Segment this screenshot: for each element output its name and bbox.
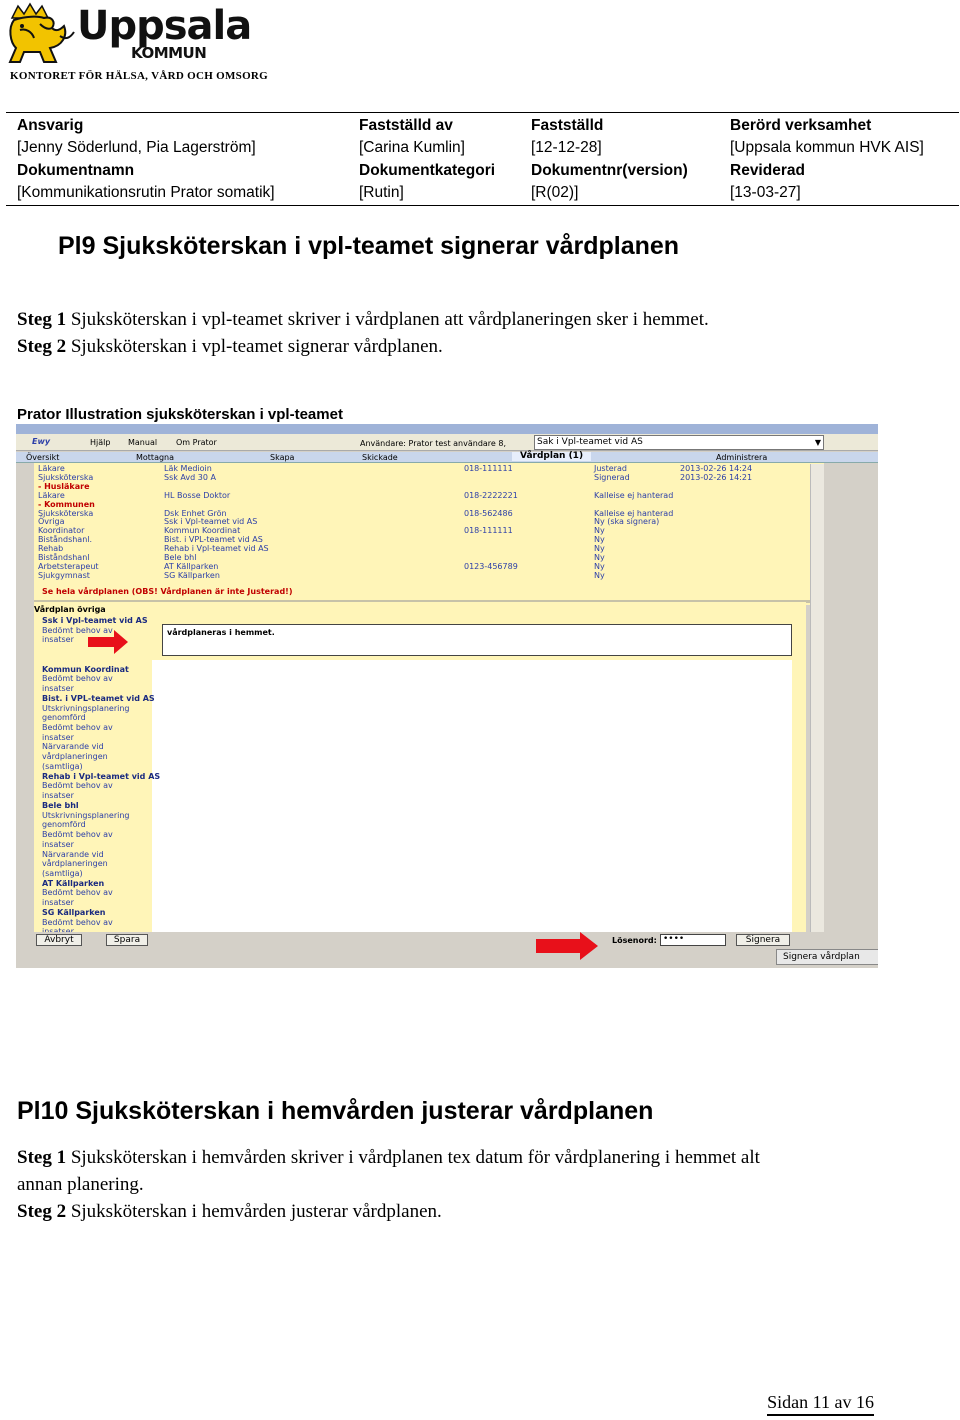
vardplan-text-field[interactable] — [152, 846, 792, 863]
vardplan-label: SG Källparken — [42, 907, 106, 917]
red-arrow-icon — [536, 932, 598, 960]
hdr-label-faststalld-av: Fastställd av — [359, 117, 453, 134]
pl10-step1 — [17, 1146, 760, 1170]
vardplan-label: insatser — [42, 898, 74, 908]
vardplan-text-field[interactable] — [152, 722, 792, 739]
pl9-step1-text: Sjuksköterskan i vpl-teamet skriver i vårdplanen att vårdplaneringen sker i hemmet. — [66, 309, 709, 330]
tab-skickade[interactable]: Skickade — [362, 453, 398, 462]
hdr-label-reviderad: Reviderad — [730, 162, 805, 179]
participant-cell-d: Ny — [594, 553, 605, 562]
pl9-heading: Pl9 Sjuksköterskan i vpl-teamet signerar vårdplanen — [58, 232, 680, 260]
tab-skapa[interactable]: Skapa — [270, 453, 295, 462]
vardplan-text-field[interactable] — [152, 908, 792, 925]
vardplan-label: (samtliga) — [42, 761, 83, 771]
signera-vardplan-label: Signera vårdplan — [783, 952, 860, 962]
hdr-value-faststalld: [12-12-28] — [531, 139, 602, 156]
vardplan-textbox[interactable] — [162, 624, 792, 656]
vardplan-text-field[interactable] — [152, 800, 792, 817]
hdr-label-berord: Berörd verksamhet — [730, 117, 872, 134]
participant-cell-b: Kommun Koordinat — [164, 526, 241, 536]
vardplan-label: Kommun Koordinat — [42, 664, 129, 674]
participant-cell-b: SG Källparken — [164, 570, 220, 580]
vardplan-label: Bedömt behov av — [42, 723, 113, 733]
chevron-down-icon: ▼ — [814, 438, 821, 447]
page-number: Sidan 11 av 16 — [767, 1392, 874, 1416]
participant-cell-e: 2013-02-26 14:21 — [680, 472, 753, 482]
participant-cell-a: Arbetsterapeut — [38, 561, 99, 571]
participant-cell-d: Justerad — [594, 464, 627, 473]
losenord-label: Lösenord: — [612, 936, 657, 945]
vardplan-text-field[interactable] — [152, 784, 792, 801]
pl10-heading: Pl10 Sjuksköterskan i hemvården justerar vårdplanen — [17, 1097, 654, 1125]
pl10-step1-text: Sjuksköterskan i hemvården skriver i vårdplanen tex datum för vårdplanering i hemmet alt — [66, 1147, 760, 1168]
participant-cell-a: Koordinator — [38, 526, 85, 536]
vardplan-label: vårdplaneringen — [42, 859, 108, 869]
tab-mottagna[interactable]: Mottagna — [136, 453, 175, 462]
pl10-step2-label: Steg 2 — [17, 1201, 67, 1222]
vardplan-label: Bedömt behov av — [42, 781, 113, 791]
warning-link[interactable]: Se hela vårdplanen (OBS! Vårdplanen är inte Justerad!) — [42, 587, 293, 596]
scrollbar[interactable] — [810, 464, 825, 934]
participant-cell-d: Ny (ska signera) — [594, 517, 660, 527]
pl9-step2-text: Sjuksköterskan i vpl-teamet signerar vårdplanen. — [66, 336, 443, 357]
password-input[interactable] — [660, 934, 726, 946]
participant-cell-c: 0123-456789 — [464, 561, 518, 571]
participant-cell-a: Övriga — [38, 517, 65, 527]
participant-cell-b: HL Bosse Doktor — [164, 490, 231, 500]
vardplan-label: Närvarande vid — [42, 849, 104, 859]
vardplan-label: genomförd — [42, 713, 86, 723]
vardplan-label: vårdplaneringen — [42, 752, 108, 762]
participant-cell-c: 018-111111 — [464, 464, 513, 473]
vardplan-label: insatser — [42, 791, 74, 801]
hdr-value-dokumentnamn: [Kommunikationsrutin Prator somatik] — [17, 184, 275, 201]
vardplan-text-field[interactable] — [152, 862, 792, 879]
participant-cell-a: Rehab — [38, 544, 64, 554]
participant-cell-b: Läk Medioin — [164, 464, 212, 473]
organization-name: KONTORET FÖR HÄLSA, VÅRD OCH OMSORG — [10, 70, 269, 82]
vardplan-label: Bele bhl — [42, 800, 79, 810]
pl9-step1-label: Steg 1 — [17, 309, 67, 330]
hdr-label-ansvarig: Ansvarig — [17, 117, 84, 134]
pl9-step1 — [17, 308, 709, 332]
vardplan-label: genomförd — [42, 820, 86, 830]
logo-kommun: KOMMUN — [131, 44, 207, 62]
pl10-step2-text: Sjuksköterskan i hemvården justerar vårdplanen. — [66, 1201, 442, 1222]
participant-cell-b: Bele bhl — [164, 553, 197, 562]
participant-cell-c: 018-2222221 — [464, 490, 518, 500]
vardplan-label: AT Källparken — [42, 878, 105, 888]
hdr-label-dokumentnamn: Dokumentnamn — [17, 162, 135, 179]
participants-panel — [34, 463, 824, 605]
prator-menubar — [16, 434, 878, 451]
participant-cell-b: Ssk i Vpl-teamet vid AS — [164, 517, 258, 527]
tab-oversikt[interactable]: Översikt — [26, 453, 60, 462]
participant-cell-b: AT Källparken — [164, 561, 219, 571]
participant-cell-a: Biståndshanl — [38, 553, 90, 562]
right-margin — [824, 464, 878, 934]
participant-cell-c: 018-111111 — [464, 526, 513, 536]
hdr-label-faststalld: Fastställd — [531, 117, 604, 134]
participant-cell-a: Läkare — [38, 464, 65, 473]
vardplan-label: insatser — [42, 635, 74, 645]
vardplan-label: Bedömt behov av — [42, 888, 113, 898]
vardplan-label: (samtliga) — [42, 868, 83, 878]
hdr-value-ansvarig: [Jenny Söderlund, Pia Lagerström] — [17, 139, 256, 156]
vardplan-text-field[interactable] — [152, 660, 792, 677]
password-value: •••• — [663, 934, 685, 944]
pl10-step1-label: Steg 1 — [17, 1147, 67, 1168]
hdr-label-dokumentnr: Dokumentnr(version) — [531, 162, 688, 179]
signera-vardplan-tab[interactable] — [776, 949, 878, 965]
vardplan-text-field[interactable] — [152, 893, 792, 910]
participant-cell-d: Ny — [594, 535, 605, 545]
vardplan-text-field[interactable] — [152, 831, 792, 848]
participant-cell-a: - Husläkare — [38, 481, 90, 491]
unit-select[interactable] — [534, 435, 824, 450]
participant-cell-e: 2013-02-26 14:24 — [680, 464, 753, 473]
vardplan-text-field[interactable] — [152, 753, 792, 770]
hdr-value-berord: [Uppsala kommun HVK AIS] — [730, 139, 924, 156]
vardplan-text-field[interactable] — [152, 707, 792, 724]
logo-wordmark: Uppsala — [77, 3, 252, 49]
vardplan-label: Bedömt behov av — [42, 917, 113, 927]
participant-cell-d: Kalleise ej hanterad — [594, 490, 674, 500]
vardplan-text-field[interactable] — [152, 738, 792, 755]
pl9-step2 — [17, 335, 443, 359]
pl9-step2-label: Steg 2 — [17, 336, 67, 357]
participant-cell-d: Ny — [594, 561, 605, 571]
vardplan-label: Bedömt behov av — [42, 830, 113, 840]
vardplan-text-field[interactable] — [152, 691, 792, 708]
spara-button[interactable]: Spara — [106, 934, 148, 946]
illustration-caption: Prator Illustration sjuksköterskan i vpl-teamet — [17, 406, 343, 423]
participant-cell-a: Sjuksköterska — [38, 508, 94, 518]
vardplan-text-field[interactable] — [152, 769, 792, 786]
participant-cell-b: Ssk Avd 30 A — [164, 472, 216, 482]
participant-cell-b: Bist. i VPL-teamet vid AS — [164, 535, 263, 545]
pl10-step2 — [17, 1200, 442, 1224]
participant-cell-d: Ny — [594, 526, 605, 536]
vardplan-label: Bedömt behov av — [42, 625, 113, 635]
participant-cell-b: Dsk Enhet Grön — [164, 508, 227, 518]
participant-cell-d: Kalleise ej hanterad — [594, 508, 674, 518]
participant-cell-a: Sjukgymnast — [38, 570, 90, 580]
signera-button[interactable]: Signera — [736, 934, 790, 946]
vardplan-text-field[interactable] — [152, 815, 792, 832]
vardplan-label: Bedömt behov av — [42, 674, 113, 684]
menu-om-prator[interactable]: Om Prator — [176, 438, 217, 447]
vardplan-label: Utskrivningsplanering — [42, 810, 130, 820]
avbryt-button[interactable]: Avbryt — [36, 934, 82, 946]
vardplan-label: Bist. i VPL-teamet vid AS — [42, 693, 155, 703]
participant-cell-d: Signerad — [594, 472, 630, 482]
hdr-value-reviderad: [13-03-27] — [730, 184, 801, 201]
tab-administrera[interactable]: Administrera — [716, 453, 768, 462]
current-user: Användare: Prator test användare 8, — [360, 439, 507, 448]
prator-nav-tabs — [16, 452, 878, 463]
red-arrow-icon — [88, 630, 128, 654]
participant-cell-a: Sjuksköterska — [38, 472, 94, 482]
pl10-step1-cont: annan planering. — [17, 1174, 144, 1195]
vardplan-header: Vårdplan övriga — [34, 605, 106, 614]
tab-vardplan[interactable]: Vårdplan (1) — [512, 452, 591, 461]
participant-cell-a: Läkare — [38, 490, 65, 500]
participant-cell-a: - Kommunen — [38, 499, 95, 509]
vardplan-label: insatser — [42, 839, 74, 849]
vardplan-text-field[interactable] — [152, 877, 792, 894]
vardplan-label: Ssk i Vpl-teamet vid AS — [42, 616, 148, 625]
hdr-value-faststalld-av: [Carina Kumlin] — [359, 139, 465, 156]
document-header-table — [6, 112, 959, 206]
menu-manual[interactable]: Manual — [128, 438, 158, 447]
prator-screenshot — [16, 424, 878, 968]
hdr-value-dokumentkategori: [Rutin] — [359, 184, 404, 201]
participant-cell-d: Ny — [594, 570, 605, 580]
participant-cell-d: Ny — [594, 544, 605, 554]
hdr-label-dokumentkategori: Dokumentkategori — [359, 162, 496, 179]
prator-app-icon: Ewy — [32, 437, 51, 446]
hdr-value-dokumentnr: [R(02)] — [531, 184, 579, 201]
vardplan-label: Rehab i Vpl-teamet vid AS — [42, 771, 161, 781]
vardplan-label: insatser — [42, 684, 74, 694]
participant-cell-b: Rehab i Vpl-teamet vid AS — [164, 544, 269, 554]
vardplan-label: Utskrivningsplanering — [42, 703, 130, 713]
vardplan-text-field[interactable] — [152, 676, 792, 693]
unit-select-value: Sak i Vpl-teamet vid AS — [537, 437, 643, 447]
vardplan-label: insatser — [42, 732, 74, 742]
vardplan-label: Närvarande vid — [42, 742, 104, 752]
participant-cell-a: Biståndshanl. — [38, 535, 93, 545]
vardplan-textbox-value: vårdplaneras i hemmet. — [167, 628, 275, 637]
browser-tabbar — [16, 424, 878, 434]
menu-hjalp[interactable]: Hjälp — [90, 438, 111, 447]
participant-cell-c: 018-562486 — [464, 508, 513, 518]
